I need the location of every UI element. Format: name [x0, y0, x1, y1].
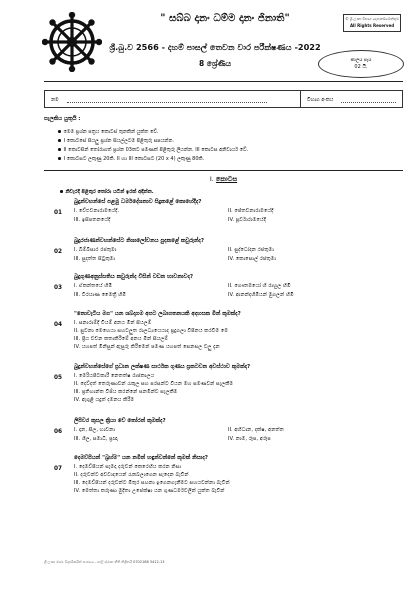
option-2[interactable]: II. ගෞතමයෝ හි රාහුල හිමි	[228, 283, 291, 289]
exam-motto-title: " සබ්බ දානං ධම්ම දානං ජිනාති"	[160, 13, 290, 24]
section-heading	[44, 175, 403, 184]
section-number: I.	[209, 175, 214, 183]
time-label: කාලය පැය	[350, 58, 372, 63]
option-2[interactable]: II. ජේතවනාරාමයේදී	[228, 208, 274, 214]
index-field[interactable]	[341, 96, 396, 103]
question-number: 04	[54, 322, 63, 328]
bullet-icon	[58, 130, 61, 133]
instruction-item: මෙම ප්‍රශ්න පත්‍රය කොටස් තුනකින් යුක්ත වේ.	[58, 129, 248, 138]
question-text: බුදුන්වහන්සේගේ ප්‍රධාන ලක්ෂණ සාර්ථක ගුණය ප්‍රකටවන අවස්ථාව කුමක්ද?	[74, 364, 251, 370]
instruction-item: I කොටසට ලකුණු 20කි. II හා III කොටසට (20 x 4) ලකුණු 80කි.	[58, 156, 248, 165]
option-4[interactable]: IV. නාම, රූප, අරූප	[228, 436, 271, 442]
name-label: නම	[51, 97, 59, 103]
option-4[interactable]: IV. කොසොල් රජතුමා	[228, 256, 277, 262]
bullet-icon	[58, 139, 61, 142]
question-text: දෙමව්පියන් "බ්‍රහ්ම" යන නමින් හඳුන්වන්නේ කුමක් නිසාද?	[74, 455, 208, 461]
box-divider	[300, 91, 301, 107]
time-value: 02 යි.	[354, 64, 368, 70]
option-3[interactable]: III. ප්‍රිය වචන කතාකිරීමේ අනය මින් සියලම්	[74, 336, 169, 342]
option-1[interactable]: I. දාන, සීල, භාවනා	[74, 427, 116, 433]
question-04	[54, 311, 394, 350]
option-2[interactable]: II. සුද්ධෝදන රජතුමා	[228, 247, 274, 253]
choose-instruction: නිවැරදි පිළිතුර තෝරා යටින් ඉරක් අඳින්න.	[60, 189, 154, 195]
option-4[interactable]: IV. පූර්වාරාමයේදී	[228, 217, 266, 223]
option-4[interactable]: IV. මෙත්තා කරුණා මුදිතා උපේක්ෂා යන ගුණධර්මවලින් යුක්ත බැවින්	[74, 488, 225, 494]
name-field[interactable]	[67, 96, 267, 103]
question-number: 05	[54, 375, 63, 381]
question-02	[54, 238, 394, 262]
option-4[interactable]: IV. යහපත් මිනිසුන් ඇසුරු කිරීමෙන් පමණ යහපත් සෙනසල වලු දැන	[74, 344, 220, 350]
question-06	[54, 418, 394, 442]
option-3[interactable]: III. ප්‍රතිහාන්ත විජිය කරන්නේ ඝනමීන්ව සැලකීම	[74, 389, 178, 395]
option-2[interactable]: II. අභිධාන, දක්ෂ, අනත්ත	[228, 427, 284, 433]
instruction-item: I කොටසේ සියලු ප්‍රශ්න සියල්ලටම පිළිතුරු සපයන්න.	[58, 138, 248, 147]
dharma-wheel-logo	[42, 12, 102, 72]
bullet-icon	[58, 157, 61, 160]
bullet-icon	[60, 190, 63, 193]
question-text: බුදුරජාණන්වහන්සේට නිශාලෝචනය පුදකළේ කවුරුන්ද?	[74, 238, 205, 244]
option-3[interactable]: III. දෙමව්පියන් දරුවන්ට මිතුර සහනා ඉගෙනගැනීමට සහයවන්නා බැවින්	[74, 480, 230, 486]
header-rule	[44, 81, 403, 82]
copyright-box	[343, 14, 401, 32]
question-number: 03	[54, 285, 63, 291]
section-name: කොටස	[215, 175, 238, 183]
option-1[interactable]: I. වේළුවනාරාමයේදී.	[74, 208, 120, 214]
grade-label: 8 ශ්‍රේණිය	[198, 59, 232, 68]
name-index-box	[44, 90, 403, 108]
option-4[interactable]: IV. ආනන්දහිමියන් මුගලන් හිමි	[228, 292, 294, 298]
question-03	[54, 274, 394, 298]
question-text: බුදුන්වහන්සේ පළමු ධර්මදේශනාව සිදුකළේ කොහේදීද?	[74, 199, 202, 205]
option-2[interactable]: II. දරුවන්ට අවවාදයෙන් රැකබලාගෙන සැදෙන බැවින්	[74, 472, 189, 478]
section-rule	[44, 170, 403, 171]
option-1[interactable]: I. බිම්බිසාර රජතුමා	[74, 247, 117, 253]
index-label: විභාග අංකය	[307, 97, 334, 103]
question-05	[54, 364, 394, 403]
option-3[interactable]: III. සුදත්ත සිටුතුමා	[74, 256, 116, 262]
question-number: 02	[54, 249, 63, 255]
question-number: 06	[54, 429, 63, 435]
question-text: බුදුගුණඅනුස්සතිය කවුරුන්ද විසින් වඩන භාවනාවද?	[74, 274, 194, 280]
option-3[interactable]: III. ශීල, සමාධි, ප්‍රඥා	[74, 436, 118, 442]
time-allowed-oval	[318, 50, 404, 78]
all-rights-reserved: All Rights Reserved	[349, 22, 395, 28]
option-1[interactable]: I. මෙරියපිටකාරී නෙතත්ෂ රාජකාලය	[74, 373, 155, 379]
option-1[interactable]: I. සනාරාම්දී වියම් අනය මින් සියලම්	[74, 320, 152, 326]
instructions-list	[58, 129, 248, 165]
footer-note: ශ්‍රී ලංකා රාජ්‍ය විශ්‍රාමිකයින් සංගමය - පාලි ස්ථාන නීති නිශ්‍රිතයි 0702168 3412-13	[44, 560, 165, 564]
question-text: ලිපිවර කුසල ක්‍රියා වේ තෝරන් කුමක්ද?	[74, 418, 166, 424]
option-1[interactable]: I. දෙමව්පියන් සැමදා දරුවන් කෙරෙහිය කරන නිසා	[74, 464, 182, 470]
question-07	[54, 455, 394, 494]
option-2[interactable]: II. සුවනා මෙහෙයා සහටලුත රාලධ්‍යයෙයාද ප්‍රදුගලා විපිනය කරවීම මෙ	[74, 328, 228, 334]
question-01	[54, 199, 394, 223]
question-text: "නොවැටිය මග" යන ශබ්දාගම අපට ලබාගතනයකි අදහසක මින් කුමක්ද?	[74, 311, 241, 317]
question-number: 01	[54, 210, 63, 216]
instructions-heading: සැලකිය යුතුයි :	[44, 116, 81, 122]
copyright-line: © ශ්‍රී ලංකා විභාග දෙපාර්තමේන්තුව	[345, 17, 399, 21]
option-3[interactable]: III. ඉසිපතනයේදී	[74, 217, 111, 223]
option-2[interactable]: II. දෙව්දත් තෙරුණාවන් රැකුල සහ පරසන්ට වියන මහ සමණවන් සැලකීම	[74, 381, 234, 387]
option-1[interactable]: I. ඒකන්තයේ හිමි	[74, 283, 113, 289]
exam-subtitle: ශ්‍රී.බු.ව 2566 - දහම් පාසල් තෙවන වාර පරීක්ෂණය -2022	[109, 42, 321, 52]
instruction-item: II කොටසින් තෝරාගත් ප්‍රශ්න 03කට පමණක් පිළිතුරු ලියන්න. III කොටස අනිවාර්ය වේ.	[58, 147, 248, 156]
question-number: 07	[54, 466, 63, 472]
option-4[interactable]: IV. ඇගුළි යදුත් දමනය කිරීම	[74, 397, 135, 403]
bullet-icon	[58, 148, 61, 151]
option-3[interactable]: III. වීරයාණ මෛත්‍රී හිමි	[74, 292, 126, 298]
